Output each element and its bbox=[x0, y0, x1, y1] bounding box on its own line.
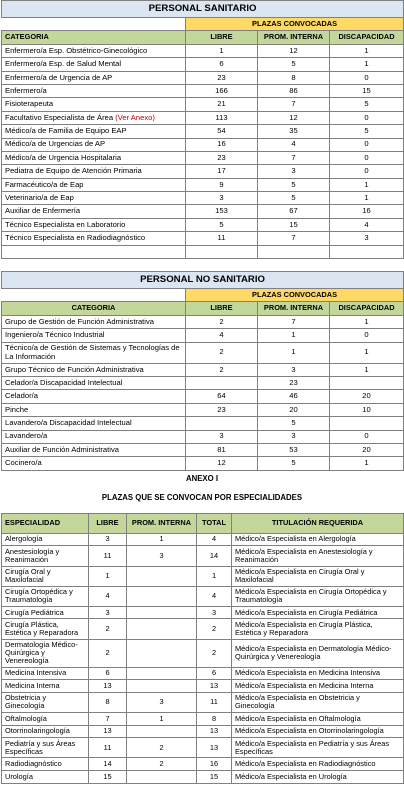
discapacidad-cell: 0 bbox=[330, 111, 404, 124]
ver-anexo-link[interactable]: (Ver Anexo) bbox=[115, 112, 155, 122]
libre-cell: 4 bbox=[89, 586, 127, 606]
col-header-prom-interna: PROM. INTERNA bbox=[127, 513, 197, 533]
table-row bbox=[2, 342, 404, 363]
discapacidad-cell bbox=[330, 417, 404, 430]
table-row bbox=[2, 390, 404, 403]
libre-cell: 1 bbox=[89, 566, 127, 586]
table-row bbox=[2, 98, 404, 111]
discapacidad-cell: 10 bbox=[330, 403, 404, 416]
prom-interna-cell: 7 bbox=[258, 315, 330, 328]
discapacidad-cell: 0 bbox=[330, 165, 404, 178]
categoria-cell: Grupo Técnico de Función Administrativa bbox=[2, 363, 186, 376]
especialidad-cell: Obstetricia y Ginecología bbox=[2, 692, 89, 712]
prom-interna-cell bbox=[127, 606, 197, 619]
libre-cell: 6 bbox=[186, 58, 258, 71]
categoria-cell bbox=[2, 98, 186, 111]
table-row bbox=[2, 639, 404, 667]
categoria-label: Farmacéutico/a de Eap bbox=[5, 179, 84, 189]
total-cell: 4 bbox=[197, 533, 232, 546]
categoria-cell: Ingeniero/a Técnico Industrial bbox=[2, 329, 186, 342]
table-row bbox=[2, 403, 404, 416]
especialidades-table bbox=[1, 513, 404, 784]
table-row bbox=[2, 417, 404, 430]
prom-interna-cell: 2 bbox=[127, 738, 197, 758]
discapacidad-cell: 1 bbox=[330, 192, 404, 205]
libre-cell bbox=[186, 376, 258, 389]
libre-cell: 2 bbox=[89, 619, 127, 639]
categoria-label: Técnico Especialista en Laboratorio bbox=[5, 219, 126, 229]
libre-cell: 12 bbox=[186, 457, 258, 470]
libre-cell: 1 bbox=[186, 44, 258, 57]
spacer-row bbox=[2, 245, 404, 258]
discapacidad-cell bbox=[330, 376, 404, 389]
titulacion-cell: Médico/a Especialista en Cirugía Oral y Maxilofacial bbox=[232, 566, 404, 586]
titulacion-cell: Médico/a Especialista en Medicina Interna bbox=[232, 680, 404, 693]
discapacidad-cell: 4 bbox=[330, 218, 404, 231]
libre-cell: 13 bbox=[89, 725, 127, 738]
table-row bbox=[2, 667, 404, 680]
categoria-cell: Técnico/a de Gestión de Sistemas y Tecnologías de La Información bbox=[2, 342, 186, 363]
especialidad-cell: Urología bbox=[2, 771, 89, 784]
table-row bbox=[2, 178, 404, 191]
empty-cell bbox=[186, 245, 258, 258]
col-header-prom-interna: PROM. INTERNA bbox=[258, 302, 330, 315]
anexo-subtitle: PLAZAS QUE SE CONVOCAN POR ESPECIALIDADES bbox=[101, 492, 303, 502]
libre-cell: 2 bbox=[186, 363, 258, 376]
categoria-cell bbox=[2, 138, 186, 151]
categoria-label: Auxiliar de Enfermería bbox=[5, 206, 81, 216]
prom-interna-cell: 3 bbox=[258, 430, 330, 443]
total-cell: 13 bbox=[197, 680, 232, 693]
libre-cell: 13 bbox=[89, 680, 127, 693]
categoria-label: Enfermero/a Esp. Obstétrico-Ginecológico bbox=[5, 45, 148, 55]
libre-cell: 153 bbox=[186, 205, 258, 218]
discapacidad-cell: 20 bbox=[330, 390, 404, 403]
categoria-cell: Lavandero/a Discapacidad Intelectual bbox=[2, 417, 186, 430]
prom-interna-cell: 86 bbox=[258, 84, 330, 97]
categoria-cell: Pinche bbox=[2, 403, 186, 416]
categoria-cell bbox=[2, 111, 186, 124]
libre-cell: 7 bbox=[89, 713, 127, 726]
table-row bbox=[2, 329, 404, 342]
table-row bbox=[2, 151, 404, 164]
categoria-label: Enfermero/a de Urgencia de AP bbox=[5, 72, 113, 82]
table-row bbox=[2, 443, 404, 456]
libre-cell: 21 bbox=[186, 98, 258, 111]
libre-cell: 5 bbox=[186, 218, 258, 231]
no-sanitario-plazas-header: PLAZAS CONVOCADAS bbox=[186, 289, 404, 302]
discapacidad-cell: 1 bbox=[330, 58, 404, 71]
table-row bbox=[2, 619, 404, 639]
libre-cell: 16 bbox=[186, 138, 258, 151]
especialidad-cell: Oftalmología bbox=[2, 713, 89, 726]
prom-interna-cell: 5 bbox=[258, 417, 330, 430]
libre-cell: 23 bbox=[186, 71, 258, 84]
col-header-discapacidad: DISCAPACIDAD bbox=[330, 302, 404, 315]
titulacion-cell: Médico/a Especialista en Cirugía Pediátrica bbox=[232, 606, 404, 619]
table-row bbox=[2, 165, 404, 178]
titulacion-cell: Médico/a Especialista en Medicina Intensiva bbox=[232, 667, 404, 680]
categoria-cell bbox=[2, 84, 186, 97]
total-cell: 3 bbox=[197, 606, 232, 619]
especialidad-cell: Cirugía Ortopédica y Traumatología bbox=[2, 586, 89, 606]
libre-cell: 3 bbox=[186, 430, 258, 443]
categoria-cell: Grupo de Gestión de Función Administrativa bbox=[2, 315, 186, 328]
total-cell: 15 bbox=[197, 771, 232, 784]
categoria-label: Pediatra de Equipo de Atención Primaria bbox=[5, 166, 142, 176]
prom-interna-cell: 23 bbox=[258, 376, 330, 389]
categoria-label: Veterinario/a de Eap bbox=[5, 193, 74, 203]
discapacidad-cell: 5 bbox=[330, 125, 404, 138]
table-row bbox=[2, 71, 404, 84]
total-cell: 4 bbox=[197, 586, 232, 606]
libre-cell: 2 bbox=[186, 342, 258, 363]
prom-interna-cell: 5 bbox=[258, 178, 330, 191]
total-cell: 8 bbox=[197, 713, 232, 726]
total-cell: 2 bbox=[197, 619, 232, 639]
categoria-cell bbox=[2, 165, 186, 178]
prom-interna-cell bbox=[127, 586, 197, 606]
categoria-cell bbox=[2, 44, 186, 57]
col-header-libre: LIBRE bbox=[186, 31, 258, 44]
libre-cell: 4 bbox=[186, 329, 258, 342]
prom-interna-cell: 12 bbox=[258, 44, 330, 57]
especialidad-cell: Cirugía Plástica, Estética y Reparadora bbox=[2, 619, 89, 639]
discapacidad-cell: 1 bbox=[330, 178, 404, 191]
table-row bbox=[2, 58, 404, 71]
prom-interna-cell: 5 bbox=[258, 457, 330, 470]
libre-cell: 11 bbox=[89, 738, 127, 758]
table-row bbox=[2, 606, 404, 619]
table-row bbox=[2, 533, 404, 546]
prom-interna-cell bbox=[127, 725, 197, 738]
titulacion-cell: Médico/a Especialista en Dermatología Médico-Quirúrgica y Venereología bbox=[232, 639, 404, 667]
prom-interna-cell: 1 bbox=[258, 342, 330, 363]
libre-cell: 2 bbox=[89, 639, 127, 667]
categoria-cell: Lavandero/a bbox=[2, 430, 186, 443]
table-row bbox=[2, 376, 404, 389]
no-sanitario-title: PERSONAL NO SANITARIO bbox=[2, 272, 404, 289]
table-row bbox=[2, 692, 404, 712]
personal-no-sanitario-table bbox=[1, 271, 404, 471]
categoria-cell bbox=[2, 192, 186, 205]
sanitario-title: PERSONAL SANITARIO bbox=[2, 1, 404, 18]
total-cell: 14 bbox=[197, 546, 232, 566]
prom-interna-cell bbox=[127, 619, 197, 639]
empty-cell bbox=[2, 245, 186, 258]
libre-cell: 15 bbox=[89, 771, 127, 784]
col-header-prom-interna: PROM. INTERNA bbox=[258, 31, 330, 44]
table-row bbox=[2, 430, 404, 443]
discapacidad-cell: 15 bbox=[330, 84, 404, 97]
libre-cell: 3 bbox=[89, 606, 127, 619]
libre-cell: 11 bbox=[186, 232, 258, 245]
titulacion-cell: Médico/a Especialista en Cirugía Plástica, Estética y Reparadora bbox=[232, 619, 404, 639]
categoria-cell bbox=[2, 58, 186, 71]
table-row bbox=[2, 315, 404, 328]
prom-interna-cell: 4 bbox=[258, 138, 330, 151]
total-cell: 6 bbox=[197, 667, 232, 680]
discapacidad-cell: 1 bbox=[330, 315, 404, 328]
prom-interna-cell: 3 bbox=[258, 363, 330, 376]
categoria-label: Facultativo Especialista de Área bbox=[5, 112, 114, 122]
libre-cell: 17 bbox=[186, 165, 258, 178]
table-row bbox=[2, 205, 404, 218]
prom-interna-cell: 35 bbox=[258, 125, 330, 138]
prom-interna-cell: 1 bbox=[127, 533, 197, 546]
libre-cell: 113 bbox=[186, 111, 258, 124]
libre-cell: 23 bbox=[186, 151, 258, 164]
prom-interna-cell: 5 bbox=[258, 192, 330, 205]
prom-interna-cell: 1 bbox=[127, 713, 197, 726]
anexo-title: ANEXO I bbox=[185, 473, 219, 483]
prom-interna-cell: 20 bbox=[258, 403, 330, 416]
table-row bbox=[2, 218, 404, 231]
table-row bbox=[2, 363, 404, 376]
categoria-label: Médico/a de Urgencia Hospitalaria bbox=[5, 152, 122, 162]
personal-sanitario-table bbox=[1, 0, 404, 259]
col-header-categoria: CATEGORIA bbox=[2, 31, 186, 44]
prom-interna-cell: 7 bbox=[258, 232, 330, 245]
prom-interna-cell bbox=[127, 680, 197, 693]
titulacion-cell: Médico/a Especialista en Oftalmología bbox=[232, 713, 404, 726]
table-row bbox=[2, 192, 404, 205]
table-row bbox=[2, 546, 404, 566]
titulacion-cell: Médico/a Especialista en Otorrinolaringología bbox=[232, 725, 404, 738]
titulacion-cell: Médico/a Especialista en Radiodiagnóstico bbox=[232, 758, 404, 771]
titulacion-cell: Médico/a Especialista en Pediatría y sus Áreas Específicas bbox=[232, 738, 404, 758]
categoria-cell bbox=[2, 218, 186, 231]
table-row bbox=[2, 138, 404, 151]
especialidad-cell: Cirugía Oral y Maxilofacial bbox=[2, 566, 89, 586]
prom-interna-cell: 15 bbox=[258, 218, 330, 231]
especialidad-cell: Otorrinolaringología bbox=[2, 725, 89, 738]
categoria-label: Enfermero/a bbox=[5, 85, 47, 95]
discapacidad-cell: 1 bbox=[330, 44, 404, 57]
titulacion-cell: Médico/a Especialista en Urología bbox=[232, 771, 404, 784]
especialidad-cell: Medicina Interna bbox=[2, 680, 89, 693]
libre-cell: 3 bbox=[89, 533, 127, 546]
categoria-label: Fisioterapeuta bbox=[5, 99, 54, 109]
discapacidad-cell: 16 bbox=[330, 205, 404, 218]
empty-cell bbox=[330, 245, 404, 258]
categoria-cell: Celador/a bbox=[2, 390, 186, 403]
categoria-cell bbox=[2, 232, 186, 245]
prom-interna-cell: 3 bbox=[127, 692, 197, 712]
libre-cell: 9 bbox=[186, 178, 258, 191]
sanitario-plazas-header: PLAZAS CONVOCADAS bbox=[186, 18, 404, 31]
discapacidad-cell: 0 bbox=[330, 151, 404, 164]
table-row bbox=[2, 758, 404, 771]
categoria-cell bbox=[2, 178, 186, 191]
categoria-label: Enfermero/a Esp. de Salud Mental bbox=[5, 59, 122, 69]
libre-cell: 54 bbox=[186, 125, 258, 138]
titulacion-cell: Médico/a Especialista en Alergología bbox=[232, 533, 404, 546]
discapacidad-cell: 0 bbox=[330, 71, 404, 84]
categoria-cell bbox=[2, 151, 186, 164]
prom-interna-cell: 12 bbox=[258, 111, 330, 124]
col-header-discapacidad: DISCAPACIDAD bbox=[330, 31, 404, 44]
libre-cell: 64 bbox=[186, 390, 258, 403]
libre-cell: 8 bbox=[89, 692, 127, 712]
prom-interna-cell: 7 bbox=[258, 151, 330, 164]
discapacidad-cell: 3 bbox=[330, 232, 404, 245]
prom-interna-cell bbox=[127, 566, 197, 586]
prom-interna-cell: 8 bbox=[258, 71, 330, 84]
table-row bbox=[2, 457, 404, 470]
table-row bbox=[2, 566, 404, 586]
total-cell: 2 bbox=[197, 639, 232, 667]
libre-cell: 81 bbox=[186, 443, 258, 456]
col-header-total: TOTAL bbox=[197, 513, 232, 533]
prom-interna-cell: 46 bbox=[258, 390, 330, 403]
especialidad-cell: Cirugía Pediátrica bbox=[2, 606, 89, 619]
especialidad-cell: Medicina Intensiva bbox=[2, 667, 89, 680]
libre-cell: 166 bbox=[186, 84, 258, 97]
total-cell: 13 bbox=[197, 738, 232, 758]
table-row bbox=[2, 84, 404, 97]
discapacidad-cell: 1 bbox=[330, 363, 404, 376]
discapacidad-cell: 1 bbox=[330, 342, 404, 363]
col-header-libre: LIBRE bbox=[186, 302, 258, 315]
categoria-cell: Celador/a Discapacidad Intelectual bbox=[2, 376, 186, 389]
categoria-label: Médico/a de Urgencias de AP bbox=[5, 139, 106, 149]
categoria-cell bbox=[2, 71, 186, 84]
discapacidad-cell: 1 bbox=[330, 457, 404, 470]
blank-cell bbox=[2, 289, 186, 302]
discapacidad-cell: 0 bbox=[330, 329, 404, 342]
prom-interna-cell: 3 bbox=[258, 165, 330, 178]
col-header-categoria: CATEGORIA bbox=[2, 302, 186, 315]
empty-cell bbox=[258, 245, 330, 258]
table-row bbox=[2, 111, 404, 124]
table-row bbox=[2, 125, 404, 138]
libre-cell: 11 bbox=[89, 546, 127, 566]
titulacion-cell: Médico/a Especialista en Anestesiología y Reanimación bbox=[232, 546, 404, 566]
categoria-cell bbox=[2, 125, 186, 138]
table-row bbox=[2, 232, 404, 245]
prom-interna-cell: 3 bbox=[127, 546, 197, 566]
libre-cell bbox=[186, 417, 258, 430]
total-cell: 1 bbox=[197, 566, 232, 586]
table-row bbox=[2, 713, 404, 726]
titulacion-cell: Médico/a Especialista en Cirugía Ortopédica y Traumatología bbox=[232, 586, 404, 606]
table-row bbox=[2, 44, 404, 57]
prom-interna-cell: 67 bbox=[258, 205, 330, 218]
libre-cell: 6 bbox=[89, 667, 127, 680]
libre-cell: 2 bbox=[186, 315, 258, 328]
titulacion-cell: Médico/a Especialista en Obstetricia y Ginecología bbox=[232, 692, 404, 712]
prom-interna-cell: 53 bbox=[258, 443, 330, 456]
discapacidad-cell: 0 bbox=[330, 138, 404, 151]
prom-interna-cell bbox=[127, 639, 197, 667]
especialidad-cell: Dermatología Médico-Quirúrgica y Venereología bbox=[2, 639, 89, 667]
libre-cell: 23 bbox=[186, 403, 258, 416]
especialidad-cell: Anestesiología y Reanimación bbox=[2, 546, 89, 566]
libre-cell: 14 bbox=[89, 758, 127, 771]
table-row bbox=[2, 680, 404, 693]
libre-cell: 3 bbox=[186, 192, 258, 205]
total-cell: 11 bbox=[197, 692, 232, 712]
prom-interna-cell: 7 bbox=[258, 98, 330, 111]
table-row bbox=[2, 771, 404, 784]
total-cell: 16 bbox=[197, 758, 232, 771]
prom-interna-cell bbox=[127, 667, 197, 680]
col-header-especialidad: ESPECIALIDAD bbox=[2, 513, 89, 533]
col-header-libre: LIBRE bbox=[89, 513, 127, 533]
prom-interna-cell: 1 bbox=[258, 329, 330, 342]
categoria-label: Médico/a de Familia de Equipo EAP bbox=[5, 126, 127, 136]
prom-interna-cell: 2 bbox=[127, 758, 197, 771]
table-row bbox=[2, 738, 404, 758]
especialidad-cell: Alergología bbox=[2, 533, 89, 546]
categoria-cell: Cocinero/a bbox=[2, 457, 186, 470]
discapacidad-cell: 20 bbox=[330, 443, 404, 456]
categoria-label: Técnico Especialista en Radiodiagnóstico bbox=[5, 233, 146, 243]
table-row bbox=[2, 725, 404, 738]
discapacidad-cell: 5 bbox=[330, 98, 404, 111]
table-row bbox=[2, 586, 404, 606]
blank-cell bbox=[2, 18, 186, 31]
discapacidad-cell: 0 bbox=[330, 430, 404, 443]
categoria-cell bbox=[2, 205, 186, 218]
col-header-titulacion: TITULACIÓN REQUERIDA bbox=[232, 513, 404, 533]
categoria-cell: Auxiliar de Función Administrativa bbox=[2, 443, 186, 456]
especialidad-cell: Radiodiagnóstico bbox=[2, 758, 89, 771]
especialidad-cell: Pediatría y sus Áreas Específicas bbox=[2, 738, 89, 758]
total-cell: 13 bbox=[197, 725, 232, 738]
prom-interna-cell bbox=[127, 771, 197, 784]
prom-interna-cell: 5 bbox=[258, 58, 330, 71]
